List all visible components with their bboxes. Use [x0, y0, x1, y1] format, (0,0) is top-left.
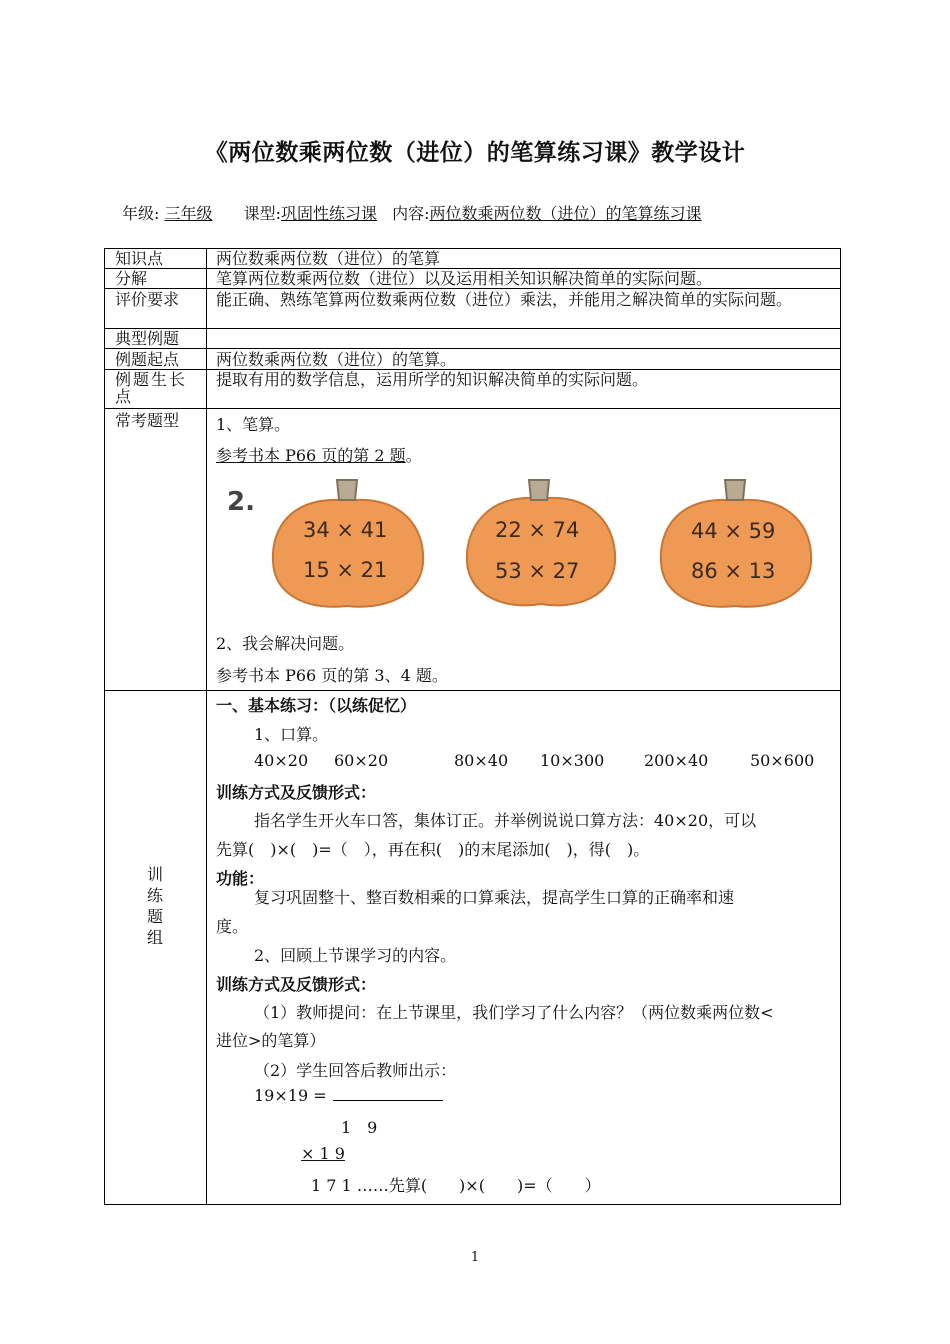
- pumpkin-2: [467, 480, 615, 605]
- question-1-line-1: （1）教师提问：在上节课里，我们学习了什么内容？（两位数乘两位数<: [254, 1003, 774, 1022]
- row-divider: [105, 348, 840, 349]
- typical-label: 典型例题: [115, 329, 180, 348]
- common-ref-1-text: 参考书本 P66 页的第 2 题: [216, 446, 406, 465]
- vertical-result-value: 1 7 1: [311, 1176, 352, 1195]
- function-heading: 功能：: [216, 869, 265, 888]
- method-1-line-2: 先算( )×( )=（ ），再在积( )的末尾添加( )，得( )。: [216, 840, 650, 859]
- question-2: （2）学生回答后教师出示：: [254, 1061, 457, 1080]
- content-value: 两位数乘两位数（进位）的笔算练习课: [429, 204, 702, 223]
- method-heading-2: 训练方式及反馈形式：: [216, 975, 377, 994]
- knowledge-value: 两位数乘两位数（进位）的笔算: [216, 249, 441, 268]
- row-divider: [105, 690, 840, 691]
- growth-label: 例题生长点: [115, 370, 188, 406]
- pumpkin-2-line-1: 22 × 74: [495, 518, 580, 542]
- pumpkin-figure: [219, 474, 819, 614]
- oral-item: 50×600: [750, 751, 815, 770]
- common-ref-2: 参考书本 P66 页的第 3、4 题。: [216, 666, 448, 685]
- type-label: 课型:: [243, 204, 282, 223]
- oral-calc-title: 1、口算。: [254, 725, 329, 744]
- training-label-char: 题: [146, 907, 163, 926]
- decompose-value: 笔算两位数乘两位数（进位）以及运用相关知识解决简单的实际问题。: [216, 269, 713, 288]
- equation-text: 19×19 =: [254, 1086, 327, 1105]
- equation: [254, 1086, 443, 1105]
- oral-item: 80×40: [454, 751, 509, 770]
- pumpkin-2-line-2: 53 × 27: [495, 559, 580, 583]
- row-divider: [105, 328, 840, 329]
- grade-value: 三年级: [164, 204, 213, 223]
- training-label: [145, 864, 165, 948]
- common-item-1: 1、笔算。: [216, 415, 291, 434]
- oral-calc-items: [254, 751, 814, 770]
- content-label: 内容:: [392, 204, 430, 223]
- grade-label: 年级:: [122, 204, 160, 223]
- common-ref-1: [216, 443, 422, 466]
- pumpkin-1-line-1: 34 × 41: [303, 518, 388, 542]
- question-1-line-2: 进位>的笔算）: [216, 1031, 326, 1050]
- evaluation-value: 能正确、熟练笔算两位数乘两位数（进位）乘法，并能用之解决简单的实际问题。: [216, 290, 793, 309]
- training-label-char: 组: [146, 928, 163, 947]
- common-ref-1-tail: 。: [405, 446, 422, 465]
- row-divider: [105, 288, 840, 289]
- function-line-2: 度。: [216, 917, 249, 936]
- review-item: 2、回顾上节课学习的内容。: [254, 946, 457, 965]
- common-label: 常考题型: [115, 411, 180, 430]
- evaluation-label: 评价要求: [115, 290, 180, 309]
- training-label-char: 练: [146, 886, 163, 905]
- decompose-label: 分解: [115, 269, 148, 288]
- row-divider: [105, 408, 840, 409]
- vertical-result: [311, 1173, 601, 1196]
- knowledge-label: 知识点: [115, 249, 164, 268]
- function-line-1: 复习巩固整十、整百数相乘的口算乘法，提高学生口算的正确率和速: [254, 888, 735, 907]
- type-value: 巩固性练习课: [281, 204, 378, 223]
- pumpkin-3: [661, 480, 811, 607]
- vertical-top: 1 9: [341, 1118, 378, 1137]
- lesson-meta: [122, 201, 702, 224]
- vertical-result-note: ……先算( )×( )=（ ）: [356, 1176, 601, 1195]
- figure-number: 2.: [227, 487, 255, 517]
- oral-item: 40×20: [254, 751, 309, 770]
- pumpkin-3-line-1: 44 × 59: [691, 519, 776, 543]
- basic-practice-heading: 一、基本练习：（以练促忆）: [216, 696, 417, 715]
- common-item-2: 2、我会解决问题。: [216, 634, 355, 653]
- document-title: 《两位数乘两位数（进位）的笔算练习课》教学设计: [204, 139, 746, 166]
- oral-item: 10×300: [540, 751, 605, 770]
- pumpkin-1-line-2: 15 × 21: [303, 558, 388, 582]
- column-divider: [206, 249, 207, 1204]
- method-1-line-1: 指名学生开火车口答，集体订正。并举例说说口算方法：40×20，可以: [254, 811, 757, 830]
- pumpkin-illustration: [219, 474, 819, 614]
- page-number: 1: [470, 1250, 480, 1265]
- pumpkin-3-line-2: 86 × 13: [691, 559, 776, 583]
- lesson-table: [104, 248, 841, 1205]
- start-label: 例题起点: [115, 350, 180, 369]
- start-value: 两位数乘两位数（进位）的笔算。: [216, 350, 457, 369]
- answer-blank: [333, 1086, 443, 1101]
- training-label-char: 训: [146, 865, 163, 884]
- pumpkin-1: [273, 480, 423, 607]
- oral-item: 200×40: [644, 751, 709, 770]
- oral-item: 60×20: [334, 751, 389, 770]
- growth-value: 提取有用的数学信息，运用所学的知识解决简单的实际问题。: [216, 370, 649, 389]
- vertical-multiplier: × 1 9: [301, 1144, 345, 1163]
- method-heading-1: 训练方式及反馈形式：: [216, 783, 377, 802]
